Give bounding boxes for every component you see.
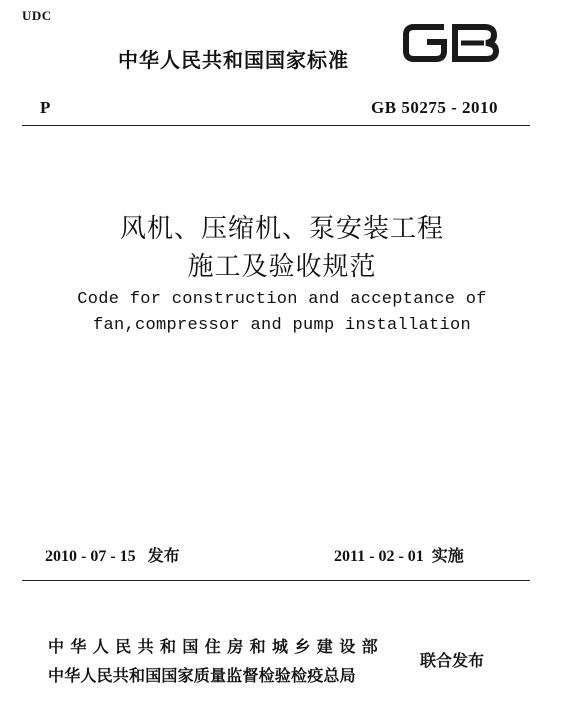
- issue-label: 发布: [147, 546, 180, 565]
- effective-label: 实施: [431, 546, 464, 565]
- issuer-aqsiq: 中华人民共和国国家质量监督检验检疫总局: [48, 666, 356, 685]
- title-chinese-line-2: 施工及验收规范: [187, 252, 377, 282]
- effective-date: 2011 - 02 - 01: [334, 548, 424, 565]
- category-code: P: [40, 98, 51, 117]
- title-english-line-2: fan,compressor and pump installation: [92, 316, 472, 335]
- top-divider: [22, 125, 530, 126]
- issuer-ministry-housing: 中华人民共和国住房和城乡建设部: [48, 637, 385, 656]
- title-chinese-line-1: 风机、压缩机、泵安装工程: [119, 214, 444, 244]
- gb-logo: [400, 18, 502, 68]
- effective-date-row: [334, 543, 464, 566]
- national-standard-heading: 中华人民共和国国家标准: [118, 48, 349, 72]
- issue-date: 2010 - 07 - 15: [45, 548, 136, 565]
- issue-date-row: [45, 543, 180, 566]
- udc-label: UDC: [22, 8, 52, 23]
- joint-issue-label: 联合发布: [420, 651, 485, 670]
- title-english-line-1: Code for construction and acceptance of: [77, 290, 487, 309]
- standard-number: GB 50275 - 2010: [371, 98, 498, 117]
- bottom-divider: [22, 580, 530, 581]
